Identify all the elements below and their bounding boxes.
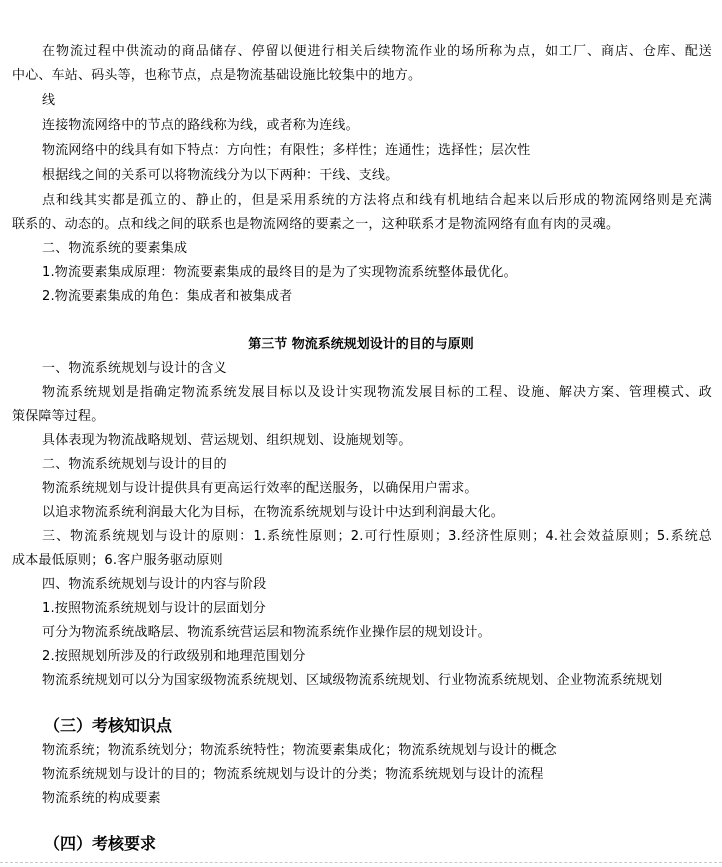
page-divider	[0, 862, 722, 863]
heading-element-integration: 二、物流系统的要素集成	[42, 241, 188, 256]
knowledge-point-line-1: 物流系统；物流系统划分；物流系统特性；物流要素集成化；物流系统规划与设计的概念	[42, 743, 557, 758]
heading-planning-meaning: 一、物流系统规划与设计的含义	[42, 361, 227, 376]
item-integration-principle: 1.物流要素集成原理：物流要素集成的最终目的是为了实现物流系统整体最优化。	[42, 265, 517, 280]
knowledge-point-line-3: 物流系统的构成要素	[42, 791, 161, 806]
paragraph-line-features: 物流网络中的线具有如下特点：方向性；有限性；多样性；连通性；选择性；层次性	[42, 143, 531, 158]
section-title: 第三节 物流系统规划设计的目的与原则	[248, 337, 474, 352]
paragraph-purpose-profit: 以追求物流系统利润最大化为目标，在物流系统规划与设计中达到利润最大化。	[42, 505, 505, 520]
paragraph-line-definition: 连接物流网络中的节点的路线称为线，或者称为连线。	[42, 118, 359, 133]
paragraph-line-types: 根据线之间的关系可以将物流线分为以下两种：干线、支线。	[42, 168, 399, 183]
paragraph-network-line-1: 点和线其实都是孤立的、静止的，但是采用系统的方法将点和线有机地结合起来以后形成的物流网络则是充满	[42, 193, 712, 208]
paragraph-by-region: 物流系统规划可以分为国家级物流系统规划、区域级物流系统规划、行业物流系统规划、企业物流系统规划	[42, 673, 663, 688]
paragraph-by-level: 可分为物流系统战略层、物流系统营运层和物流系统作业操作层的规划设计。	[42, 625, 491, 640]
paragraph-node-definition-line-1: 在物流过程中供流动的商品储存、停留以便进行相关后续物流作业的场所称为点，如工厂、商店、仓库、配送	[42, 44, 712, 59]
item-by-level: 1.按照物流系统规划与设计的层面划分	[42, 601, 267, 616]
paragraph-network-line-2: 联系的、动态的。点和线之间的联系也是物流网络的要素之一，这种联系才是物流网络有血有肉的灵魂。	[12, 217, 620, 232]
heading-planning-purpose: 二、物流系统规划与设计的目的	[42, 457, 227, 472]
heading-requirements: （四）考核要求	[44, 834, 157, 853]
paragraph-planning-definition-line-1: 物流系统规划是指确定物流系统发展目标以及设计实现物流发展目标的工程、设施、解决方案、管理模式、政	[42, 385, 712, 400]
paragraph-planning-definition-line-2: 策保障等过程。	[12, 409, 105, 424]
paragraph-planning-manifestation: 具体表现为物流战略规划、营运规划、组织规划、设施规划等。	[42, 433, 412, 448]
knowledge-point-line-2: 物流系统规划与设计的目的；物流系统规划与设计的分类；物流系统规划与设计的流程	[42, 767, 544, 782]
item-integration-roles: 2.物流要素集成的角色：集成者和被集成者	[42, 289, 293, 304]
heading-content-stages: 四、物流系统规划与设计的内容与阶段	[42, 577, 267, 592]
heading-knowledge-points: （三）考核知识点	[44, 716, 173, 735]
paragraph-principles-line-1: 三、物流系统规划与设计的原则：1.系统性原则；2.可行性原则；3.经济性原则；4.社会效益原则；5.系统总	[42, 529, 712, 544]
paragraph-node-definition-line-2: 中心、车站、码头等，也称节点，点是物流基础设施比较集中的地方。	[12, 68, 422, 83]
paragraph-principles-line-2: 成本最低原则；6.客户服务驱动原则	[12, 553, 223, 568]
paragraph-purpose-service: 物流系统规划与设计提供具有更高运行效率的配送服务，以确保用户需求。	[42, 481, 478, 496]
item-by-region: 2.按照规划所涉及的行政级别和地理范围划分	[42, 649, 306, 664]
subheading-line: 线	[42, 93, 56, 108]
